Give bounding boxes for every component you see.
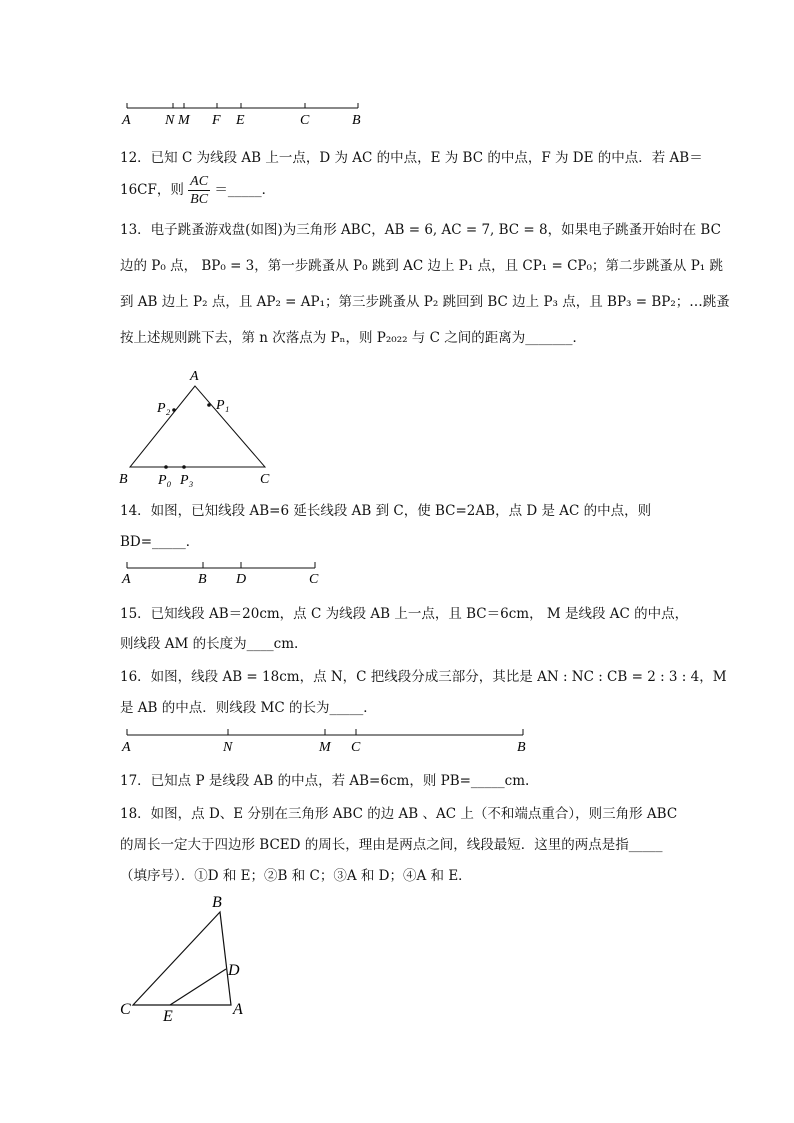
q18-text-line2: 的周长一定大于四边形 BCED 的周长，理由是两点之间，线段最短．这里的两点是指_____ xyxy=(120,837,663,853)
q13-text-line3: 到 AB 边上 P₂ 点，且 AP₂ = AP₁；第三步跳蚤从 P₂ 跳回到 BC 边上 P₃ 点，且 BP₃ = BP₂；…跳蚤 xyxy=(120,294,730,310)
triangle-abc xyxy=(130,386,265,467)
point-label-B: B xyxy=(352,113,361,128)
triangle-figure-q18 xyxy=(110,890,270,1025)
q18-text-line3: （填序号）．①D 和 E；②B 和 C；③A 和 D；④A 和 E． xyxy=(120,868,472,884)
point-label-C: C xyxy=(300,113,310,128)
point-label-A: A xyxy=(122,740,131,755)
point-label-E: E xyxy=(236,113,245,128)
point-label-F: F xyxy=(212,113,221,128)
point-label-P2: P₂ xyxy=(157,401,171,416)
q17-text-line1: 17．已知点 P 是线段 AB 的中点，若 AB=6cm，则 PB=_____cm. xyxy=(120,773,530,789)
point-label-P1: P₁ xyxy=(216,398,230,413)
q15-text-line1: 15．已知线段 AB＝20cm，点 C 为线段 AB 上一点，且 BC＝6cm， M 是线段 AC 的中点， xyxy=(120,606,689,622)
point-label-M: M xyxy=(319,740,331,755)
point-label-B: B xyxy=(517,740,526,755)
q12-text-line1: 12．已知 C 为线段 AB 上一点，D 为 AC 的中点，E 为 BC 的中点，F 为 DE 的中点．若 AB＝ xyxy=(120,150,703,166)
q12-fraction-denominator: BC xyxy=(190,192,209,207)
point-label-D: D xyxy=(236,572,247,587)
vertex-label-A: A xyxy=(233,1001,243,1018)
point-p2-dot xyxy=(172,408,176,412)
q12-text-line2 xyxy=(120,173,275,208)
point-label-C: C xyxy=(351,740,361,755)
point-label-A: A xyxy=(122,572,131,587)
point-label-P3: P₃ xyxy=(180,473,194,488)
point-label-E: E xyxy=(163,1008,173,1025)
point-label-N: N xyxy=(165,113,175,128)
q12-fraction-numerator: AC xyxy=(190,174,209,189)
vertex-label-C: C xyxy=(120,1001,131,1018)
q12-prefix: 16CF，则 xyxy=(120,182,189,198)
vertex-label-B: B xyxy=(119,472,128,487)
q14-text-line1: 14．如图，已知线段 AB=6 延长线段 AB 到 C，使 BC=2AB，点 D 是 AC 的中点，则 xyxy=(120,503,652,519)
point-label-A: A xyxy=(122,113,131,128)
triangle-figure-q13 xyxy=(110,365,290,490)
vertex-label-B: B xyxy=(212,894,222,911)
q18-text-line1: 18．如图，点 D、E 分别在三角形 ABC 的边 AB 、AC 上（不和端点重合），则三角形 ABC xyxy=(120,806,678,822)
point-label-C: C xyxy=(309,572,319,587)
point-p3-dot xyxy=(182,465,186,469)
q13-text-line4: 按上述规则跳下去，第 n 次落点为 Pₙ，则 P₂₀₂₂ 与 C 之间的距离为_______． xyxy=(120,330,586,346)
vertex-label-A: A xyxy=(190,369,199,384)
q16-text-line2: 是 AB 的中点．则线段 MC 的长为_____． xyxy=(120,700,377,716)
segment-figure-q11 xyxy=(118,96,378,128)
q14-text-line2: BD=_____． xyxy=(120,534,200,550)
point-label-D: D xyxy=(228,962,240,979)
q12-fraction xyxy=(188,173,210,208)
q15-text-line2: 则线段 AM 的长度为____cm. xyxy=(120,636,299,652)
segment-de xyxy=(170,969,226,1005)
segment-figure-q16 xyxy=(118,726,538,756)
segment-figure-q14 xyxy=(118,558,328,588)
point-p0-dot xyxy=(164,465,168,469)
q12-suffix: ＝_____． xyxy=(214,182,276,198)
point-label-M: M xyxy=(178,113,190,128)
point-label-P0: P₀ xyxy=(158,473,172,488)
q16-text-line1: 16．如图，线段 AB = 18cm，点 N，C 把线段分成三部分，其比是 AN : NC : CB = 2 : 3 : 4，M xyxy=(120,669,727,685)
triangle-abc xyxy=(133,912,231,1005)
point-label-B: B xyxy=(198,572,207,587)
point-label-N: N xyxy=(223,740,233,755)
q13-text-line1: 13．电子跳蚤游戏盘(如图)为三角形 ABC，AB = 6, AC = 7, BC = 8，如果电子跳蚤开始时在 BC xyxy=(120,222,721,238)
point-p1-dot xyxy=(207,403,211,407)
vertex-label-C: C xyxy=(260,472,270,487)
q13-text-line2: 边的 P₀ 点， BP₀ = 3，第一步跳蚤从 P₀ 跳到 AC 边上 P₁ 点，且 CP₁ = CP₀；第二步跳蚤从 P₁ 跳 xyxy=(120,258,723,274)
